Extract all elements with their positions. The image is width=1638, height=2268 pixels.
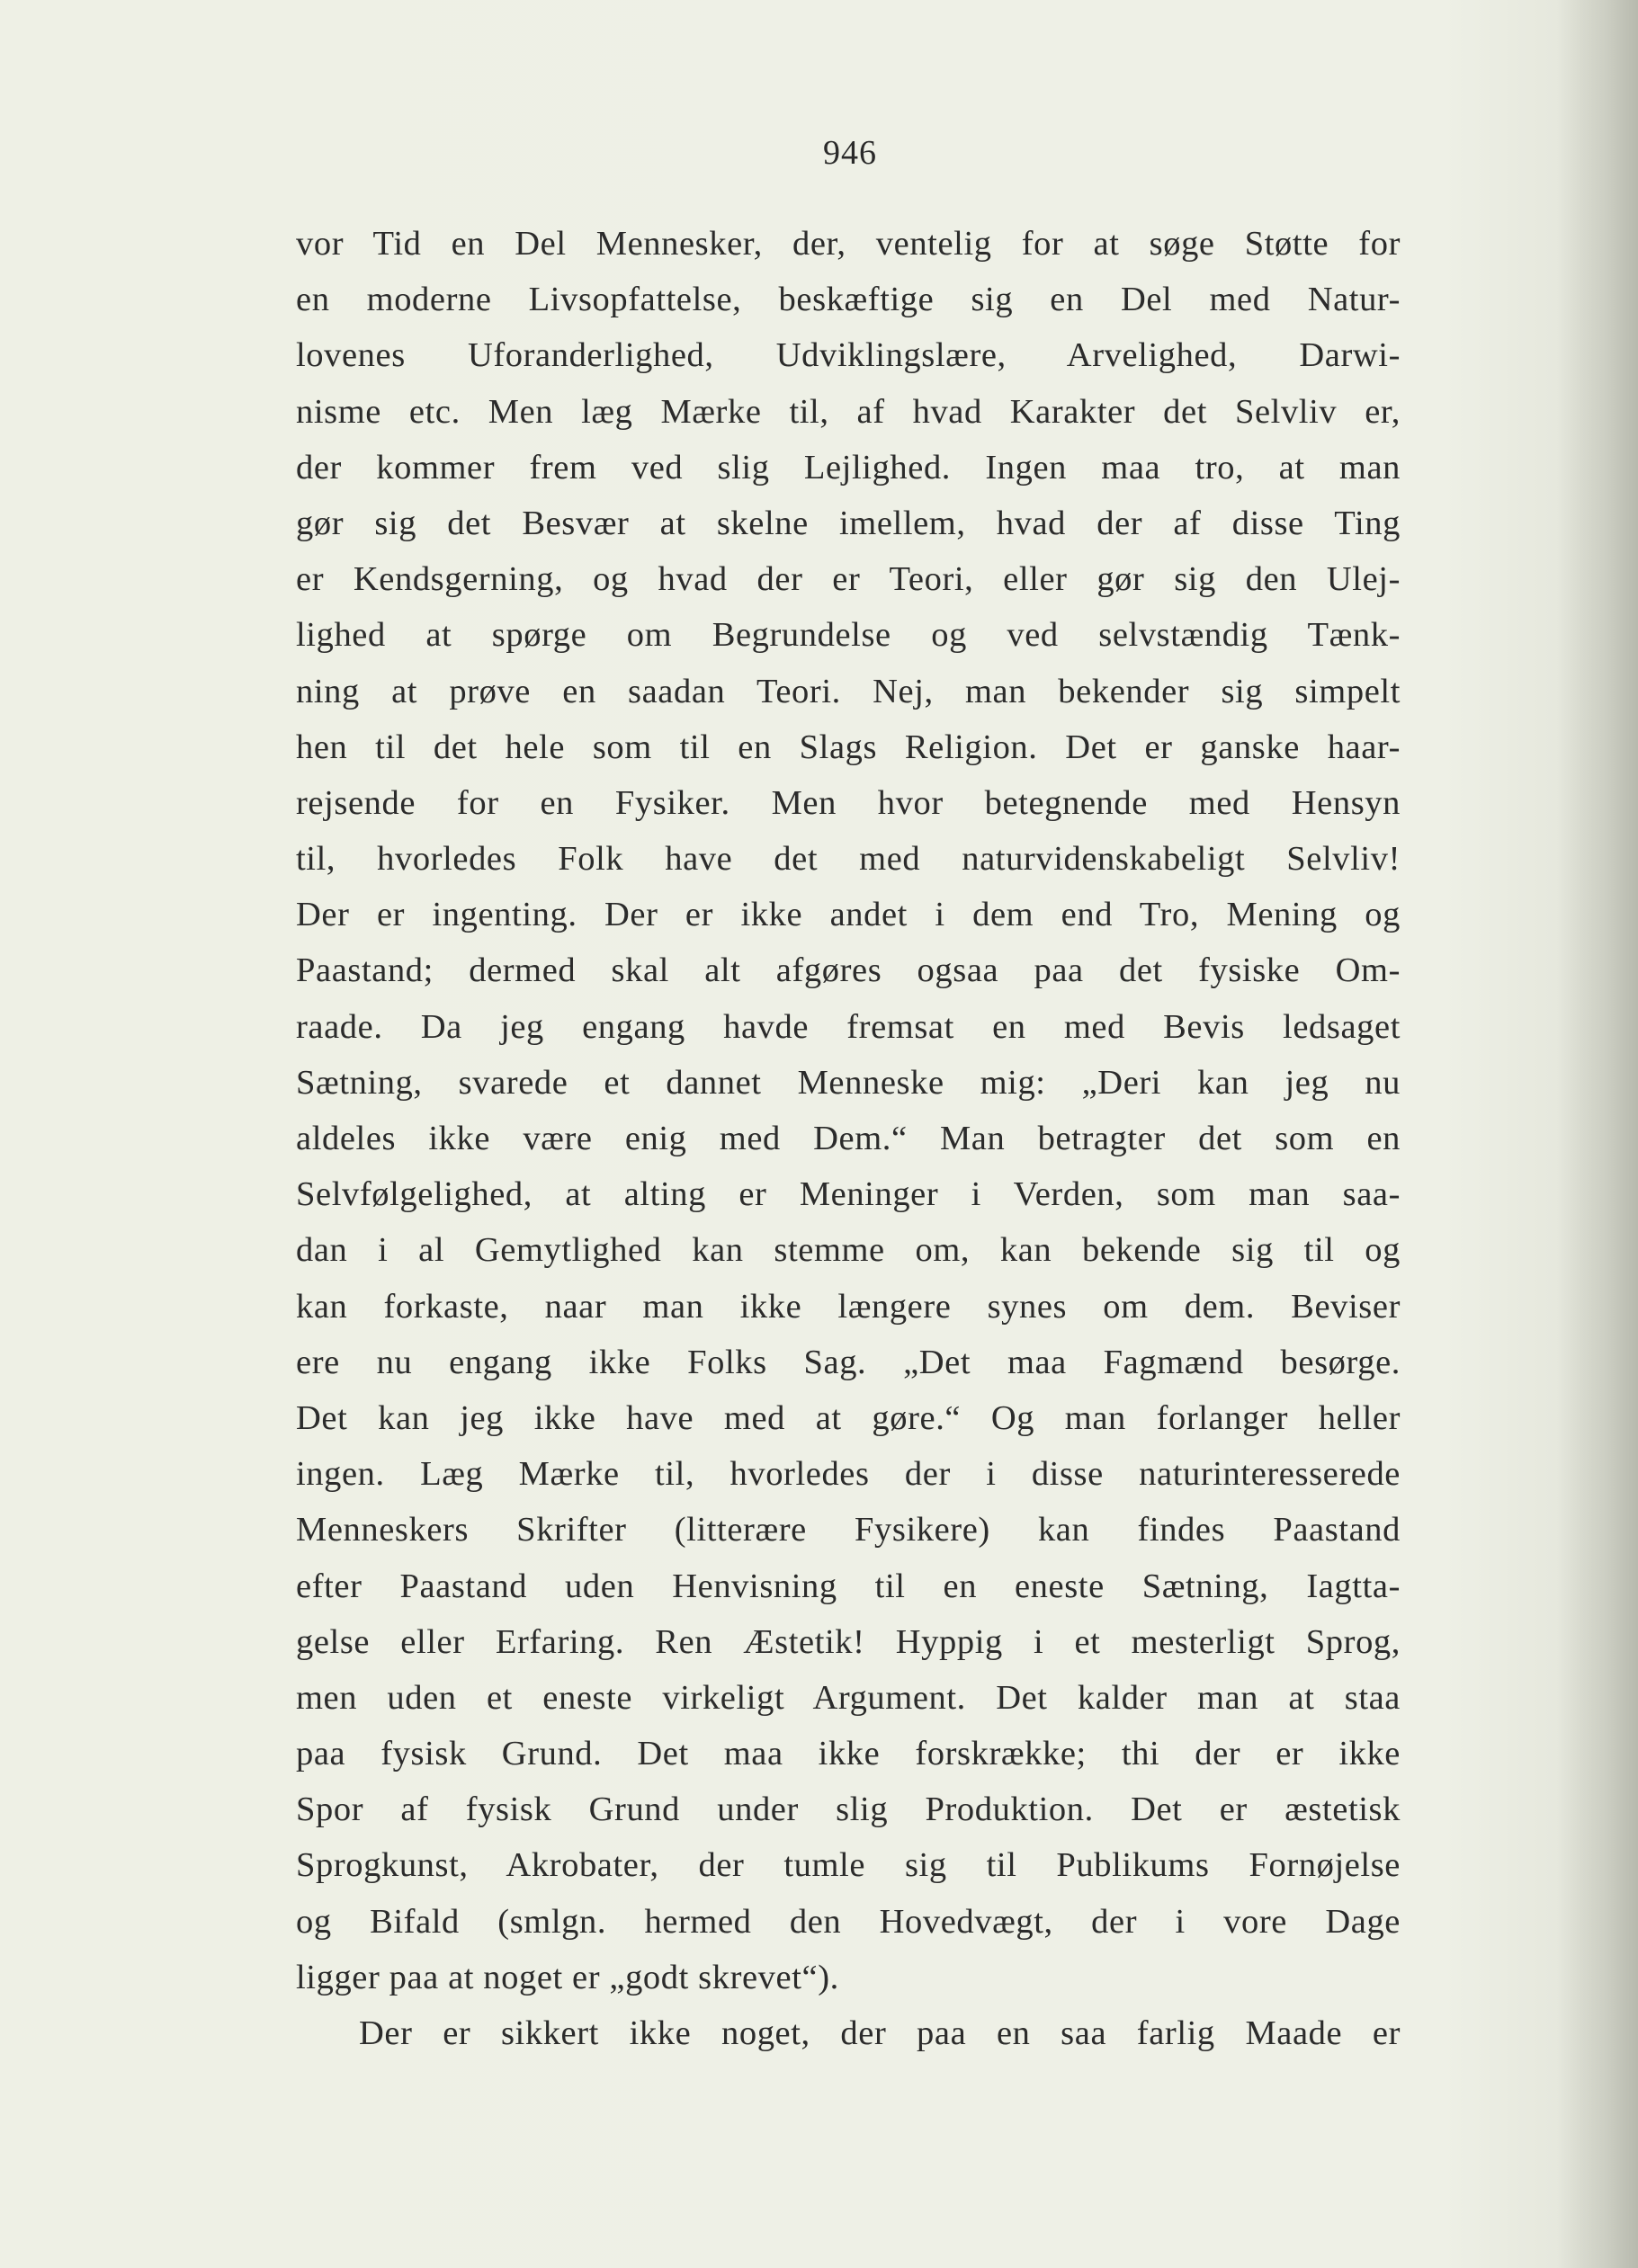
text-line: Sprogkunst, Akrobater, der tumle sig til Publikums Fornøjelse <box>296 1846 1401 1885</box>
paragraph-end-line: ligger paa at noget er „godt skrevet“). <box>296 1958 839 1996</box>
text-line: nisme etc. Men læg Mærke til, af hvad Karakter det Selvliv er, <box>296 392 1401 431</box>
text-line: Selvfølgelighed, at alting er Meninger i Verden, som man saa- <box>296 1175 1401 1214</box>
text-line: paa fysisk Grund. Det maa ikke forskrække; thi der er ikke <box>296 1735 1401 1773</box>
text-line: Det kan jeg ikke have med at gøre.“ Og man forlanger heller <box>296 1398 1401 1437</box>
text-line: Menneskers Skrifter (litterære Fysikere) kan findes Paastand <box>296 1511 1401 1549</box>
text-line: men uden et eneste virkeligt Argument. Det kalder man at staa <box>296 1678 1401 1717</box>
text-line: Der er ingenting. Der er ikke andet i dem end Tro, Mening og <box>296 896 1401 934</box>
text-line: gør sig det Besvær at skelne imellem, hvad der af disse Ting <box>296 504 1401 542</box>
text-line: en moderne Livsopfattelse, beskæftige sig en Del med Natur- <box>296 281 1401 319</box>
paragraph-start-line: Der er sikkert ikke noget, der paa en saa farlig Maade er <box>359 2014 1401 2052</box>
text-line: efter Paastand uden Henvisning til en eneste Sætning, Iagtta- <box>296 1567 1401 1605</box>
text-line: der kommer frem ved slig Lejlighed. Ingen maa tro, at man <box>296 448 1401 487</box>
text-line: raade. Da jeg engang havde fremsat en med Bevis ledsaget <box>296 1007 1401 1046</box>
text-line: kan forkaste, naar man ikke længere synes om dem. Beviser <box>296 1287 1401 1326</box>
text-line: vor Tid en Del Mennesker, der, ventelig for at søge Støtte for <box>296 225 1401 263</box>
text-line: ere nu engang ikke Folks Sag. „Det maa Fagmænd besørge. <box>296 1343 1401 1381</box>
text-line: Sætning, svarede et dannet Menneske mig: „Deri kan jeg nu <box>296 1063 1401 1102</box>
text-line: ning at prøve en saadan Teori. Nej, man bekender sig simpelt <box>296 672 1401 710</box>
text-line: Paastand; dermed skal alt afgøres ogsaa paa det fysiske Om- <box>296 951 1401 990</box>
text-line: aldeles ikke være enig med Dem.“ Man betragter det som en <box>296 1120 1401 1157</box>
text-line: og Bifald (smlgn. hermed den Hovedvægt, der i vore Dage <box>296 1902 1401 1941</box>
text-line: til, hvorledes Folk have det med naturvidenskabeligt Selvliv! <box>296 840 1401 879</box>
text-line: lovenes Uforanderlighed, Udviklingslære, Arvelighed, Darwi- <box>296 336 1401 375</box>
text-line: gelse eller Erfaring. Ren Æstetik! Hyppig i et mesterligt Sprog, <box>296 1622 1401 1661</box>
text-line: rejsende for en Fysiker. Men hvor betegnende med Hensyn <box>296 783 1401 822</box>
text-line: ingen. Læg Mærke til, hvorledes der i disse naturinteresserede <box>296 1455 1401 1494</box>
text-line: hen til det hele som til en Slags Religion. Det er ganske haar- <box>296 728 1401 766</box>
text-line: lighed at spørge om Begrundelse og ved selvstændig Tænk- <box>296 616 1401 655</box>
text-line: dan i al Gemytlighed kan stemme om, kan bekende sig til og <box>296 1231 1401 1270</box>
text-line: er Kendsgerning, og hvad der er Teori, eller gør sig den Ulej- <box>296 560 1401 599</box>
text-line: Spor af fysisk Grund under slig Produktion. Det er æstetisk <box>296 1790 1401 1829</box>
page-edge-shadow <box>1557 0 1638 2268</box>
body-text <box>296 216 1401 2061</box>
page-number: 946 <box>823 134 877 172</box>
